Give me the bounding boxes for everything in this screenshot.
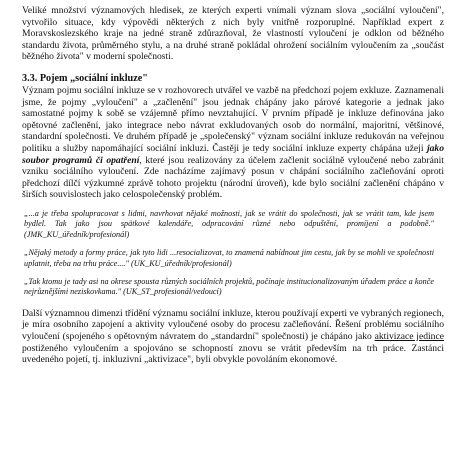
- emphasized-phrase: jako soubor programů či opatření: [22, 142, 444, 166]
- body-paragraph-inclusion: [14, 85, 444, 201]
- paragraph-text: , které jsou realizovány za účelem začlenit sociálně vyloučené nebo zabránit vzniku sociálního vyloučení. Zde nacházíme zajímavý posun v chápání sociálního začleňování oproti předchozí dílčí výzkumné zprávě tohoto projektu (národní úroveň), kde bylo sociální začlenění chápáno v širších souvislostech jako celospolečenský problém.: [22, 154, 444, 201]
- interview-quote: [14, 277, 444, 298]
- paragraph-text: Význam pojmu sociální inkluze se v rozhovorech utvářel ve vazbě na předchozí pojem exkluze. Zaznamenali jsme, že pojmy „vyloučení" a „začlenění" jsou jednak chápány jako párové kategorie a jednak jako samostatné pojmy k sobě se vzájemně přímo nevztahující. V prvním případě je inkluze definována jako opětovné začlenění, jako integrace nebo návrat exkludovaných osob do normální, majoritní, většinové, standardní společnosti. Ve druhém případě je „společenský" význam sociální inkluze redukován na veřejnou politiku a služby napomáhající sociální inkluzi. Častěji je tedy sociální inkluze experty chápána užeji: [22, 84, 444, 154]
- body-paragraph-activation: [14, 308, 444, 366]
- quote-source: (UK_ST_profesionál/vedoucí): [123, 287, 222, 297]
- section-heading: 3.3. Pojem „sociální inkluze": [22, 72, 148, 84]
- interview-quote: [14, 209, 444, 240]
- intro-paragraph: Veliké množství významových hledisek, ze kterých experti vnímali význam slova „sociální vyloučení", vytvořilo situace, kdy výpovědi některých z nich byly vnitřně rozporuplné. Například expert z Moravskoslezského kraje na jedné straně zdůrazňoval, že vlastností vyloučení je odklon od běžného standardu života, průměrného stylu, a na druhé straně pokládal ohrožení sociálním vyloučením za „součást běžného života" v moderní společnosti.: [22, 5, 444, 63]
- interview-quote: [14, 248, 444, 269]
- quote-source: (JMK_KU_úředník/profesionál): [24, 229, 130, 239]
- quote-text: „...a je třeba spolupracovat s lidmi, navrhovat nějaké možnosti, jak se vrátit do společnosti, jak se vrátit tam, kde jsem bydlel. Tak jako jsou spätkové kalendáře, odpracování různé nebo odpuštění, promíjení a podobně.": [24, 208, 434, 229]
- paragraph-text: Další významnou dimenzi třídění významu sociální inkluze, kterou používají experti ve vybraných regionech, je míra osobního zapojení a aktivity vyloučené osoby do procesu začleňování. Řešení problému sociálního vyloučení (spojeného s opětovným návratem do „standardní" společnosti) je chápáno jako: [22, 307, 444, 342]
- underlined-phrase: aktivizace jedince: [374, 330, 444, 342]
- quote-text: „Nějaký metody a formy práce, jak tyto lidi ...resocializovat, to znamená nabídnout jim cestu, jak by se mohli ve společnosti uplatnit, třeba na trhu práce....": [24, 248, 434, 268]
- paragraph-text: postiženého vyloučením a spojováno se schopností znovu se vrátit především na trh práce. Zastánci uvedeného pojetí, tj. inkluzivní „aktivizace", byli obvykle povoláním ekonomové.: [22, 342, 444, 366]
- quote-text: „Tak ktomu je tady asi na okrese spousta různých sociálních projektů, počínaje institucionalizovaným úřadem práce a konče nejrůznějšími neziskovkama.": [24, 276, 434, 297]
- quote-source: (UK_KU_úředník/profesionál): [131, 258, 232, 268]
